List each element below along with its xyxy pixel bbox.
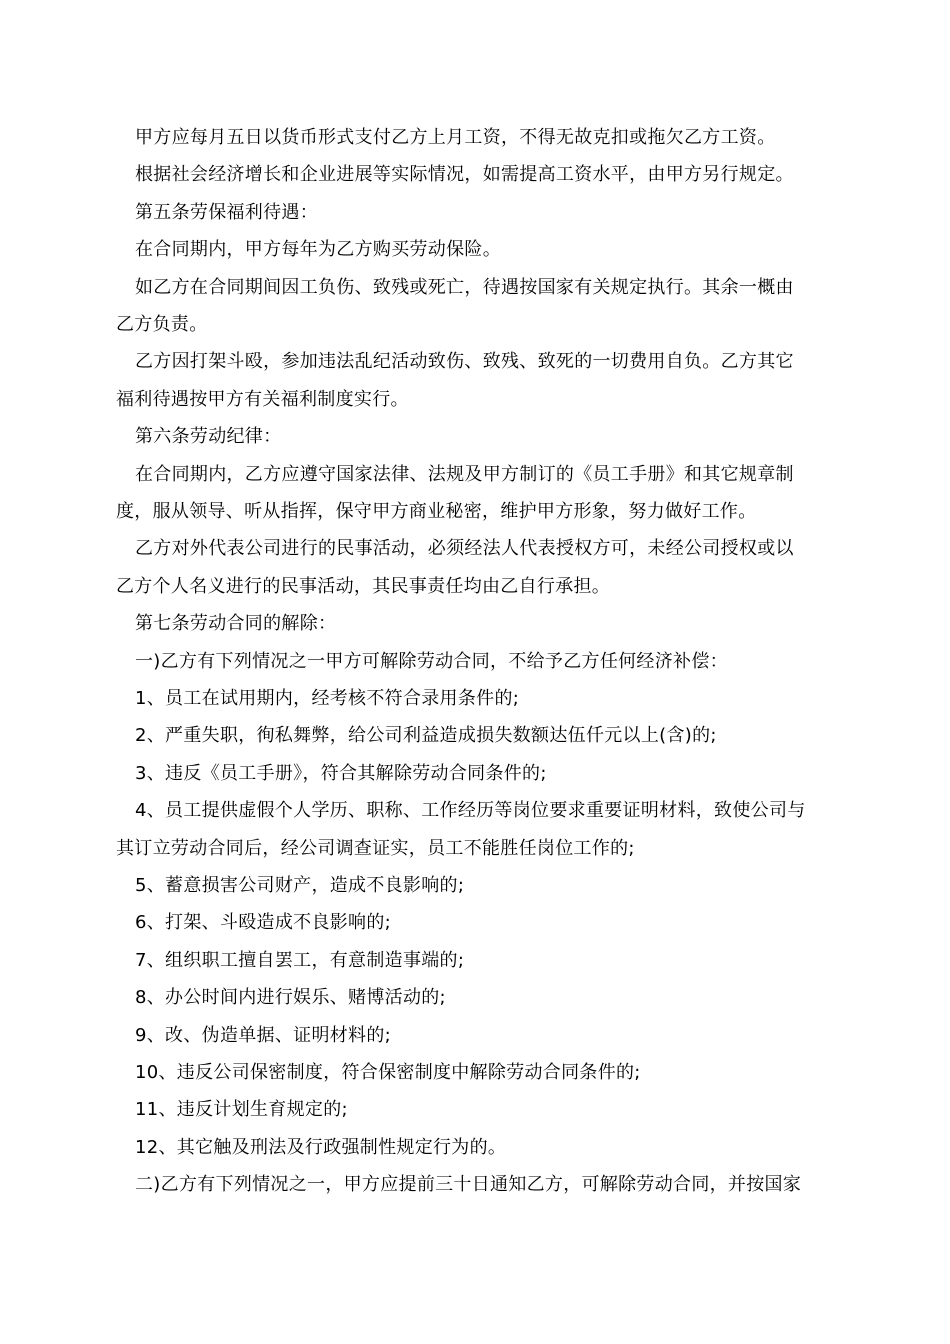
text-line: 9、改、伪造单据、证明材料的; <box>135 1024 392 1046</box>
text-line: 第五条劳保福利待遇： <box>135 201 318 223</box>
text-line: 7、组织职工擅自罢工，有意制造事端的; <box>135 949 465 971</box>
text-line: 第六条劳动纪律： <box>135 426 282 448</box>
text-line: 10、违反公司保密制度，符合保密制度中解除劳动合同条件的; <box>135 1062 641 1083</box>
text-line: 二)乙方有下列情况之一，甲方应提前三十日通知乙方，可解除劳动合同，并按国家 <box>135 1174 802 1196</box>
text-line: 12、其它触及刑法及行政强制性规定行为的。 <box>135 1136 507 1158</box>
text-line: 4、员工提供虚假个人学历、职称、工作经历等岗位要求重要证明材料，致使公司与 <box>135 800 806 822</box>
text-line: 一)乙方有下列情况之一甲方可解除劳动合同，不给予乙方任何经济补偿： <box>135 650 728 672</box>
text-line: 乙方负责。 <box>116 314 208 335</box>
text-line: 2、严重失职，徇私舞弊，给公司利益造成损失数额达伍仟元以上(含)的; <box>135 725 717 747</box>
text-line: 在合同期内，甲方每年为乙方购买劳动保险。 <box>135 239 501 261</box>
text-line: 度，服从领导、听从指挥，保守甲方商业秘密，维护甲方形象，努力做好工作。 <box>116 501 757 522</box>
text-line: 乙方因打架斗殴，参加违法乱纪活动致伤、致残、致死的一切费用自负。乙方其它 <box>135 351 794 373</box>
text-line: 根据社会经济增长和企业进展等实际情况，如需提高工资水平，由甲方另行规定。 <box>135 164 794 186</box>
text-line: 5、蓄意损害公司财产，造成不良影响的; <box>135 875 465 896</box>
text-line: 乙方对外代表公司进行的民事活动，必须经法人代表授权方可，未经公司授权或以 <box>135 538 794 560</box>
text-line: 乙方个人名义进行的民事活动，其民事责任均由乙自行承担。 <box>116 575 611 597</box>
text-line: 在合同期内，乙方应遵守国家法律、法规及甲方制订的《员工手册》和其它规章制 <box>135 463 794 485</box>
text-line: 3、违反《员工手册》，符合其解除劳动合同条件的; <box>135 762 547 784</box>
text-line: 11、违反计划生育规定的; <box>135 1099 348 1121</box>
text-line: 8、办公时间内进行娱乐、赌博活动的; <box>135 987 446 1009</box>
text-line: 甲方应每月五日以货币形式支付乙方上月工资，不得无故克扣或拖欠乙方工资。 <box>135 127 776 148</box>
text-line: 第七条劳动合同的解除： <box>135 613 337 635</box>
text-line: 福利待遇按甲方有关福利制度实行。 <box>116 388 409 410</box>
text-line: 1、员工在试用期内，经考核不符合录用条件的; <box>135 688 520 709</box>
text-line: 其订立劳动合同后，经公司调查证实，员工不能胜任岗位工作的; <box>116 837 635 859</box>
text-line: 6、打架、斗殴造成不良影响的; <box>135 912 392 934</box>
text-line: 如乙方在合同期间因工负伤、致残或死亡，待遇按国家有关规定执行。其余一概由 <box>135 276 794 298</box>
